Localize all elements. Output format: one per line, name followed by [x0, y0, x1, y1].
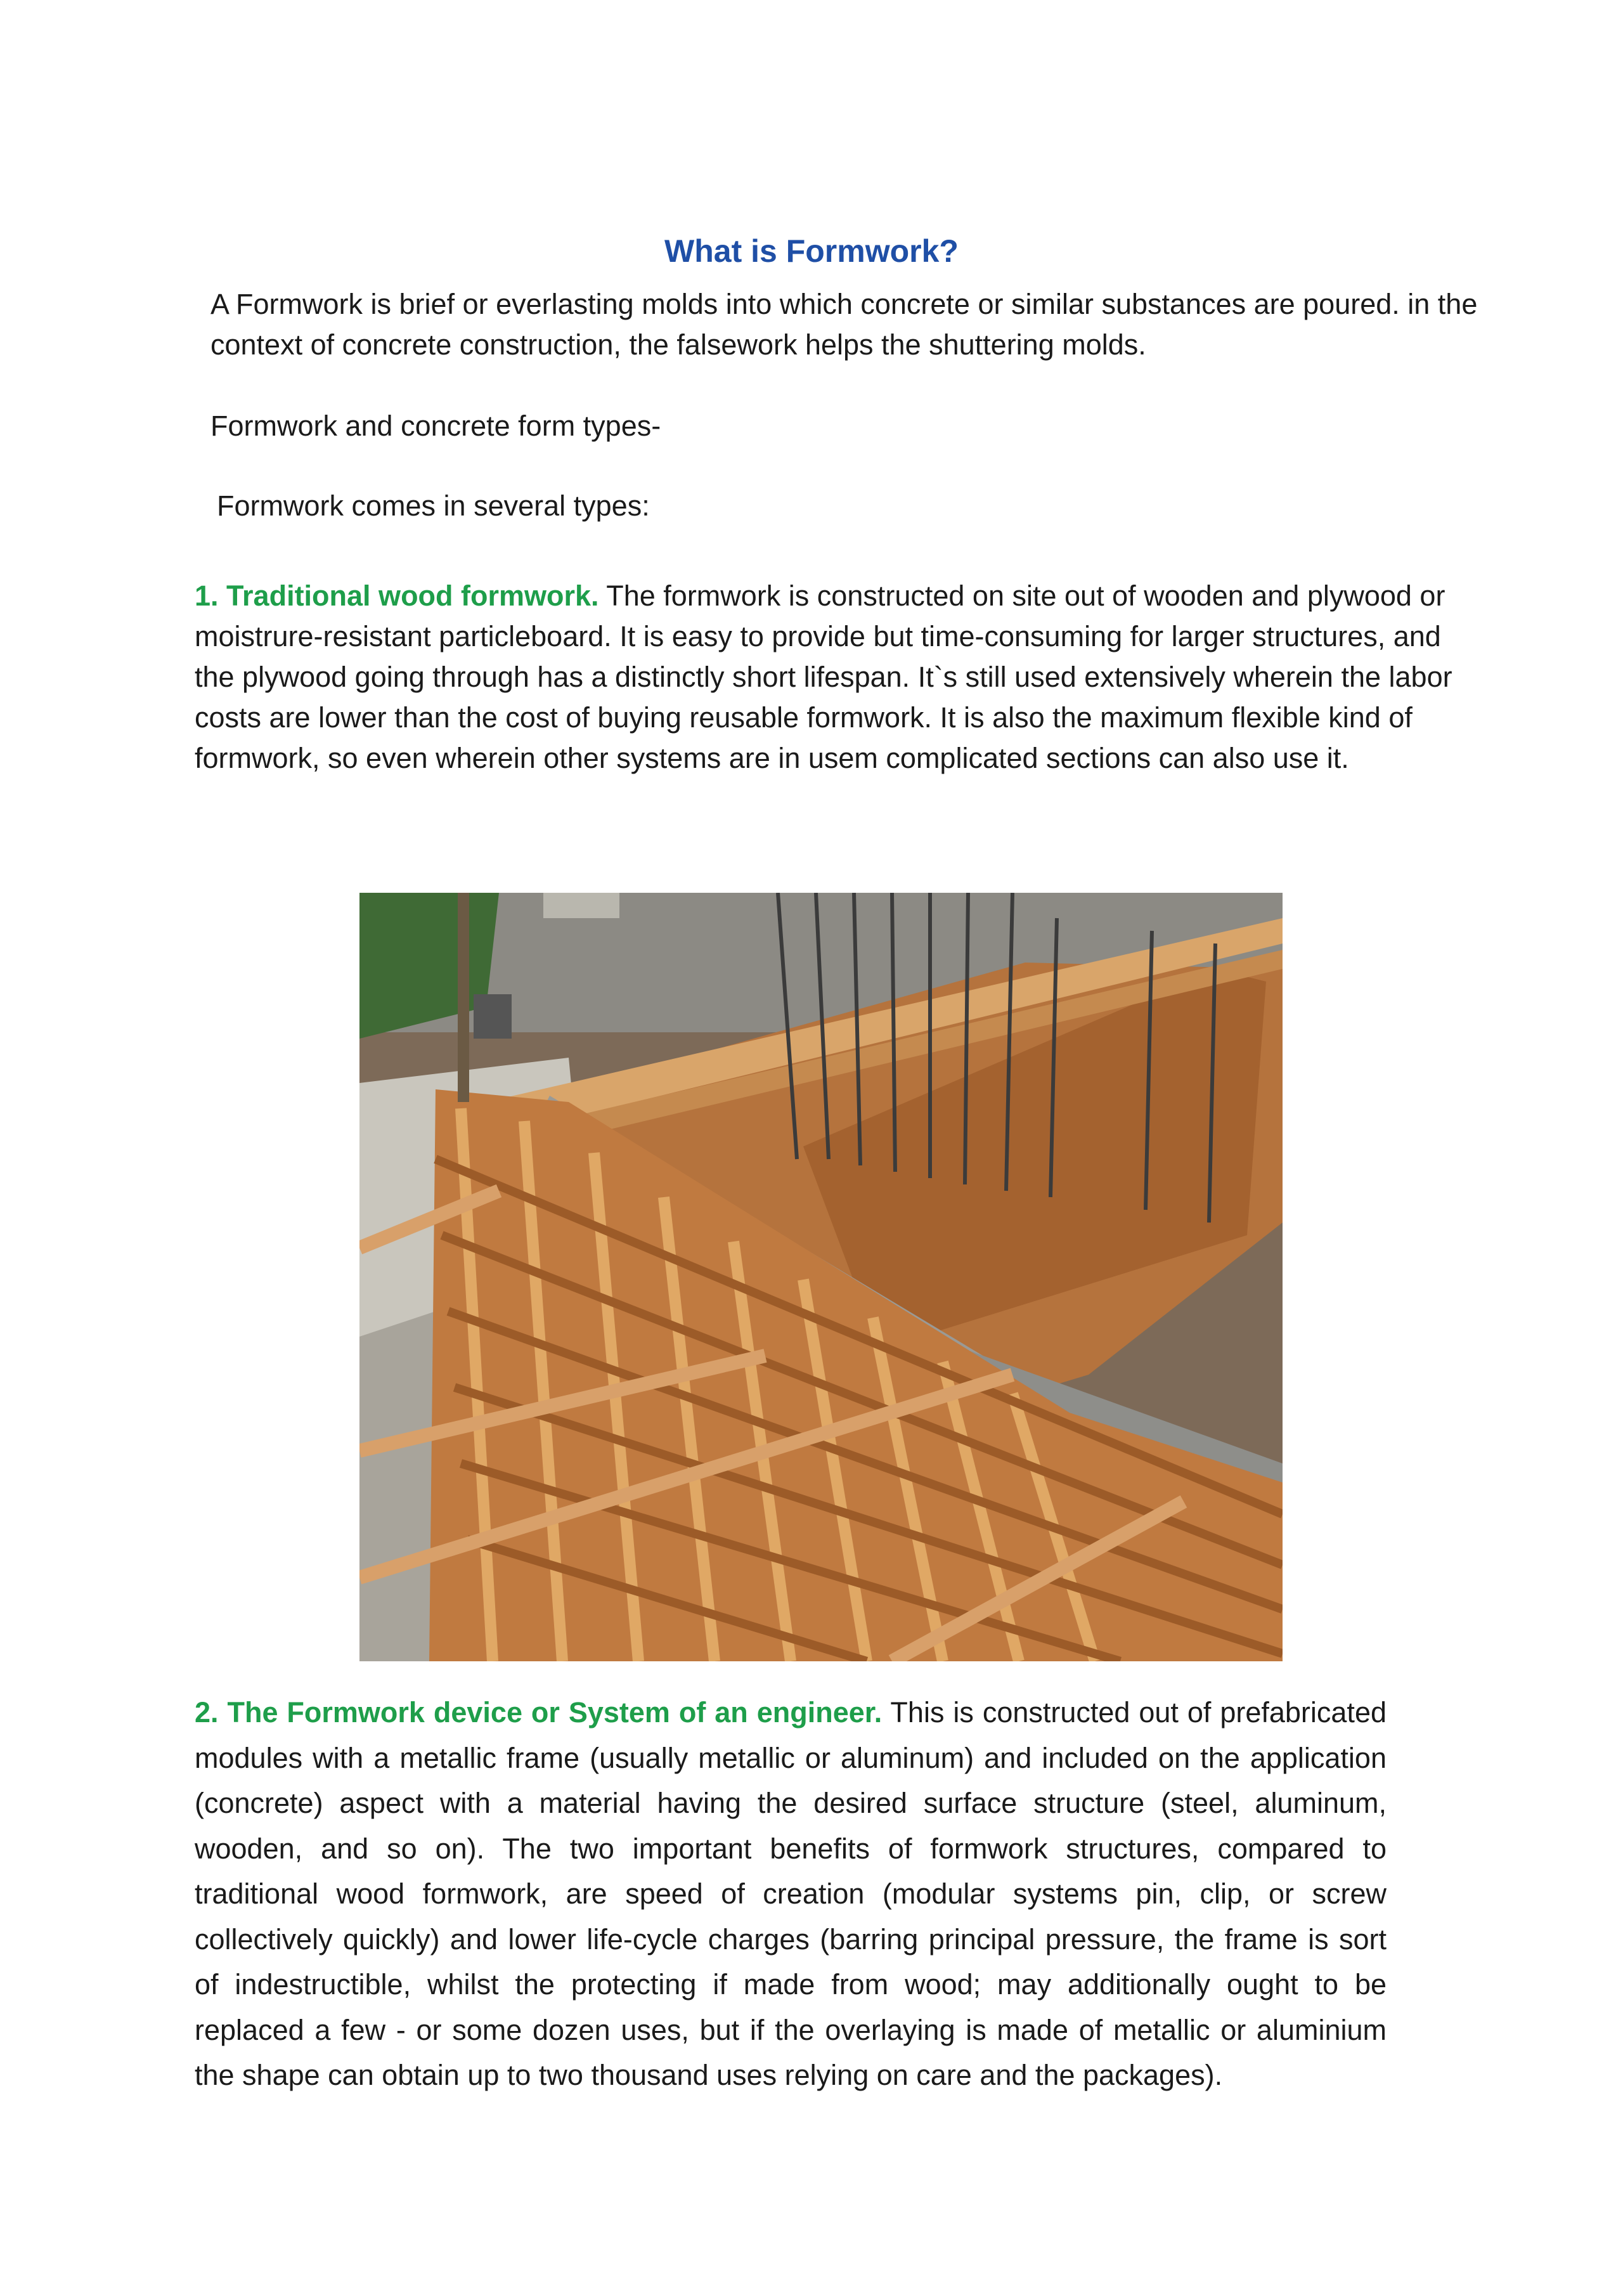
- section-2-heading: 2. The Formwork device or System of an engineer.: [195, 1696, 883, 1728]
- types-intro: Formwork comes in several types:: [217, 490, 650, 522]
- formwork-photo: [359, 893, 1283, 1661]
- section-1-body: The formwork is constructed on site out of wooden and plywood or moistrure-resistant particleboard. It is easy to provide but time-consuming for larger structures, and the plywood going through has a distinctly short lifespan. It`s still used extensively wherein the labor costs are lower than the cost of buying reusable formwork. It is also the maximum flexible kind of formwork, so even wherein other systems are in usem complicated sections can also use it.: [195, 580, 1452, 774]
- section-1-heading: 1. Traditional wood formwork.: [195, 580, 599, 612]
- section-2-paragraph: [195, 1690, 1387, 2098]
- page-title: What is Formwork?: [664, 233, 959, 269]
- types-heading: Formwork and concrete form types-: [210, 410, 661, 442]
- section-2-body: This is constructed out of prefabricated modules with a metallic frame (usually metallic or aluminum) and included on the application (concrete) aspect with a material having the desired surface structure (steel, aluminum, wooden, and so on). The two important benefits of formwork structures, compared to traditional wood formwork, are speed of creation (modular systems pin, clip, or screw collectively quickly) and lower life-cycle charges (barring principal pressure, the frame is sort of indestructible, whilst the protecting if made from wood; may additionally ought to be replaced a few - or some dozen uses, but if the overlaying is made of metallic or aluminium the shape can obtain up to two thousand uses relying on care and the packages).: [195, 1696, 1387, 2091]
- intro-paragraph: A Formwork is brief or everlasting molds into which concrete or similar substances are poured. in the context of concrete construction, the falsework helps the shuttering molds.: [210, 288, 1478, 361]
- section-1-paragraph: [195, 576, 1456, 779]
